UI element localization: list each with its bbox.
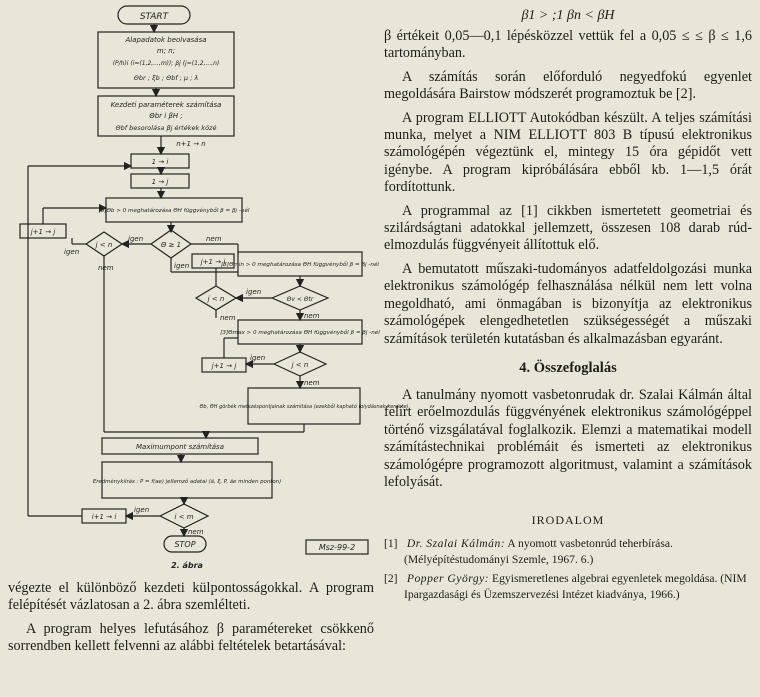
paragraph-program-structure: végezte el különböző kezdeti külpontosságokkal. A program felépítését vázlatosan a 2. ábra szemlélteti. [8, 580, 374, 614]
box4-label: [3]Θmin > 0 meghatározása ΘH függvényből β = βj -nél [221, 262, 379, 268]
box1-line1: Alapadatok beolvasása [125, 36, 207, 44]
flowchart-figure [6, 2, 409, 584]
inc-j2-label: j+1 → j [200, 258, 226, 266]
box6-label: Θb, ΘH görbék metszéspontjainak számítása (ezekből kapható folydásnak kerdete) [199, 404, 409, 410]
right-column [384, 2, 752, 606]
start-label: START [139, 12, 169, 22]
init-n-label: n+1 → n [176, 140, 206, 148]
box1-line4: Θbr ; ξb ; Θbf ; μ ; λ [133, 74, 199, 82]
box5-label: [3]Θmax > 0 meghatározása ΘH függvényből β = βj -nél [220, 330, 380, 336]
paragraph-functions: A programmal az [1] cikkben ismertetett geometriai és szilárdságtani adatokkal jellemzett, összesen 108 darab rúd-elmozdulás függvényeit állítottuk elő. [384, 202, 752, 254]
figure-caption: 2. ábra [171, 561, 203, 570]
i-init-label: 1 → i [151, 158, 169, 166]
box2-line1: Kezdeti paraméterek számítása [110, 101, 222, 109]
box2-line2: Θbr i βH ; [149, 112, 183, 120]
inc-j3-label: j+1 → j [211, 362, 237, 370]
paragraph-beta-order: A program helyes lefutásához β paramétereket csökkenő sorrendben kellett felvenni az alábbi feltételek betartásával: [8, 620, 374, 655]
igen-label-6: igen [134, 506, 150, 514]
flowchart-svg [6, 2, 409, 584]
nem-label-4: nem [304, 312, 320, 320]
box2-line3: Θbf besorolása βj értékek közé [115, 124, 217, 132]
igen-label-5: igen [250, 354, 266, 362]
box7-label: Maximumpont számítása [136, 443, 224, 451]
box8-label: Eredménykiírás : P = f(ae) jellemző adatai (ä, ξ, P, äe minden ponton) [92, 479, 282, 485]
inc-j1-label: j+1 → j [30, 228, 56, 236]
paragraph-summary: A tanulmány nyomott vasbetonrudak dr. Szalai Kálmán által felírt erőelmozdulás függvényének elektronikus számológéppel történő vizsgálatával foglalkozik. Elemzi a matematikai modell számítástechnikai problémáit és ismerteti az elektronikus számológépre programozott algoritmust, valamint a számítások lefolyását. [384, 386, 752, 490]
paragraph-elliott: A program ELLIOTT Autokódban készült. A teljes számítási munka, melyet a NIM ELLIOTT 803 B típusú elektronikus számológépén végeztünk el, mintegy 15 óra gépidőt vett igénybe. A program kipróbálására ebből kb. 1—1,5 órát fordítottunk. [384, 109, 752, 196]
igen-label-1: igen [64, 248, 80, 256]
decision-jn3-label: j < n [291, 361, 309, 369]
reference-2-text: Egyismeretlenes algebrai egyenletek megoldása. (NIM Ipargazdasági és Üzemszervezési Intézet kiadványa, 1966.) [404, 572, 747, 602]
stop-label: STOP [174, 540, 196, 549]
nem-label-3: nem [220, 314, 236, 322]
box1-line3: (P/h)i (i=(1,2,...,m)); βj (j=(1,2,...,n) [112, 60, 220, 67]
decision-jn2-label: j < n [207, 295, 225, 303]
reference-1 [384, 536, 752, 568]
box1-line2: m; n; [156, 47, 176, 55]
inc-i-label: i+1 → i [91, 513, 117, 521]
paragraph-data-processing: A bemutatott műszaki-tudományos adatfeldolgozási munka elektronikus számológép felhasználása nélkül nem lett volna megoldható, ami önmagában is bizonyítja az elektronikus számológépek elengedhetetlen szükségességét a műszaki számítások területén kutatásban és alkalmazásban egyaránt. [384, 260, 752, 347]
box3-label: [3]Θb > 0 meghatározása ΘH függvényből β = βj -nél [98, 208, 250, 214]
igen-label-2: igen [128, 235, 144, 243]
references-heading: IRODALOM [531, 513, 605, 528]
reference-2-number: [2] [384, 572, 398, 586]
reference-1-number: [1] [384, 537, 398, 551]
nem-label-6: nem [188, 528, 204, 536]
nem-label-5: nem [304, 379, 320, 387]
nem-label-1: nem [206, 235, 222, 243]
j-init-label: 1 → j [151, 178, 169, 186]
decision-theta-label: Θ ≥ 1 [160, 241, 182, 249]
beta-condition-formula: β1 > ;1 βn < βH [521, 8, 615, 23]
reference-1-author: Dr. Szalai Kálmán: [406, 537, 506, 551]
igen-label-3: igen [174, 262, 190, 270]
decision-im-label: i < m [174, 513, 194, 521]
paragraph-bairstow: A számítás során előforduló negyedfokú egyenlet megoldására Bairstow módszerét programoztuk be [2]. [384, 68, 752, 103]
reference-1-text: A nyomott vasbetonrúd teherbírása. (Mélyépítéstudományi Szemle, 1967. 6.) [404, 537, 673, 567]
reference-2 [384, 571, 752, 603]
decision-theta-v-label: Θv < Θtr [286, 296, 314, 303]
paragraph-beta-range: β értékeit 0,05—0,1 lépésközzel vettük fel a 0,05 ≤ ≤ β ≤ 1,6 tartományban. [384, 28, 752, 62]
igen-label-4: igen [246, 288, 262, 296]
summary-heading: 4. Összefoglalás [519, 359, 617, 376]
stamp-label: Msz-99-2 [318, 543, 356, 552]
nem-label-2: nem [98, 264, 114, 272]
reference-2-author: Popper György: [406, 572, 490, 586]
decision-jn-label: j < n [95, 241, 113, 249]
left-column-text [8, 580, 374, 662]
